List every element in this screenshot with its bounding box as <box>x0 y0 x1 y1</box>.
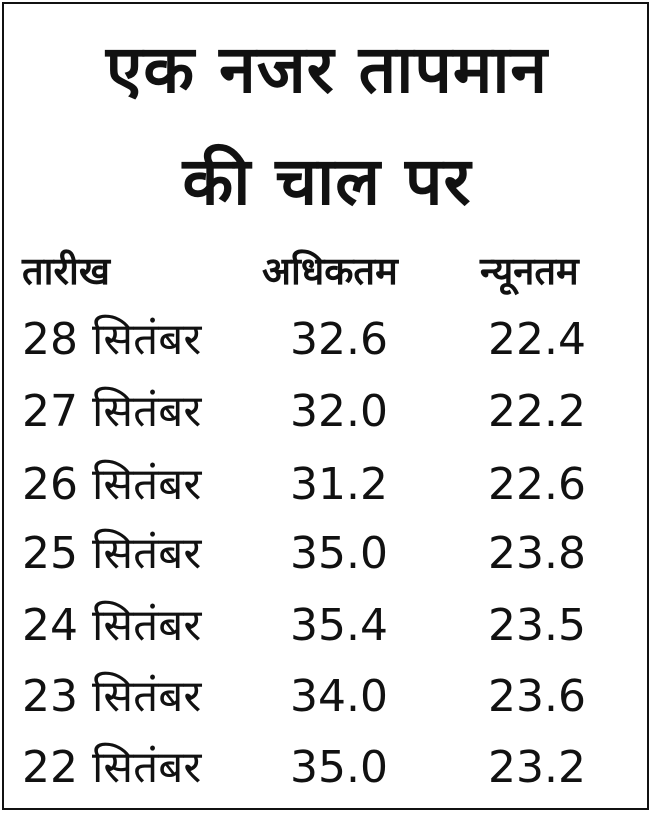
row-max-temp: 35.4 <box>290 600 388 651</box>
table-row <box>0 310 654 370</box>
table-row <box>0 596 654 656</box>
row-min-temp: 22.4 <box>488 314 586 365</box>
row-min-temp: 23.5 <box>488 600 586 651</box>
row-min-temp: 23.6 <box>488 671 586 722</box>
headline-line-1: एक नजर तापमान <box>105 31 549 108</box>
row-min-temp: 23.8 <box>488 528 586 579</box>
table-row <box>0 667 654 727</box>
headline-line-2: की चाल पर <box>182 143 472 220</box>
row-max-temp: 31.2 <box>290 459 388 510</box>
table-row <box>0 455 654 515</box>
row-max-temp: 34.0 <box>290 671 388 722</box>
row-min-temp: 22.6 <box>488 459 586 510</box>
column-header-min: न्यूनतम <box>480 249 579 293</box>
table-row <box>0 524 654 584</box>
table-row <box>0 382 654 442</box>
column-header-date: तारीख <box>22 249 110 293</box>
table-row <box>0 738 654 798</box>
row-date: 24 सितंबर <box>22 600 202 651</box>
row-date: 27 सितंबर <box>22 386 202 437</box>
row-date: 25 सितंबर <box>22 528 202 579</box>
row-min-temp: 22.2 <box>488 386 586 437</box>
row-min-temp: 23.2 <box>488 742 586 793</box>
row-date: 23 सितंबर <box>22 671 202 722</box>
column-header-max: अधिकतम <box>262 249 398 293</box>
row-max-temp: 32.6 <box>290 314 388 365</box>
row-date: 22 सितंबर <box>22 742 202 793</box>
row-date: 26 सितंबर <box>22 459 202 510</box>
row-max-temp: 35.0 <box>290 742 388 793</box>
row-max-temp: 35.0 <box>290 528 388 579</box>
row-date: 28 सितंबर <box>22 314 202 365</box>
row-max-temp: 32.0 <box>290 386 388 437</box>
